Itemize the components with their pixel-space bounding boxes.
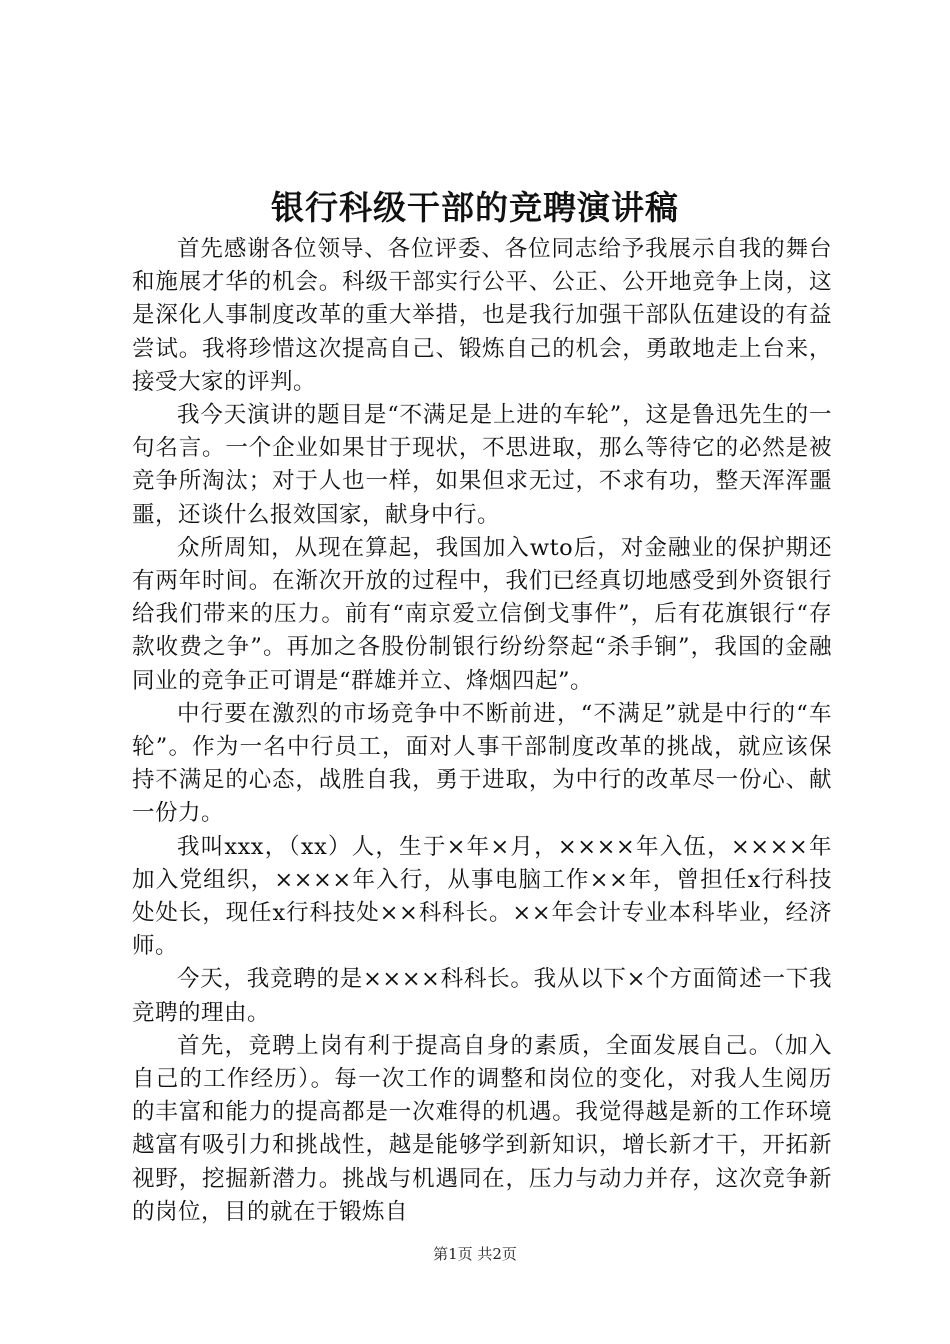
document-title: 银行科级干部的竞聘演讲稿: [271, 188, 679, 227]
document-body: [132, 233, 832, 1229]
paragraph-7: 首先，竞聘上岗有利于提高自身的素质，全面发展自己。（加入自己的工作经历）。每一次工作的调整和岗位的变化，对我人生阅历的丰富和能力的提高都是一次难得的机遇。我觉得越是新的工作环境越富有吸引力和挑战性，越是能够学到新知识，增长新才干，开拓新视野，挖掘新潜力。挑战与机遇同在，压力与动力并存，这次竞争新的岗位，目的就在于锻炼自: [132, 1032, 832, 1225]
paragraph-6: 今天，我竞聘的是××××科科长。我从以下×个方面简述一下我竞聘的理由。: [132, 966, 832, 1026]
paragraph-3: 众所周知，从现在算起，我国加入wto后，对金融业的保护期还有两年时间。在渐次开放的过程中，我们已经真切地感受到外资银行给我们带来的压力。前有“南京爱立信倒戈事件”，后有花旗银行“存款收费之争”。再加之各股份制银行纷纷祭起“杀手锏”，我国的金融同业的竞争正可谓是“群雄并立、烽烟四起”。: [132, 534, 832, 694]
paragraph-5: 我叫xxx，（xx）人，生于×年×月，××××年入伍，××××年加入党组织，××××年入行，从事电脑工作××年，曾担任x行科技处处长，现任x行科技处××科科长。××年会计专业本科毕业，经济师。: [132, 833, 832, 960]
paragraph-4: 中行要在激烈的市场竞争中不断前进，“不满足”就是中行的“车轮”。作为一名中行员工，面对人事干部制度改革的挑战，就应该保持不满足的心态，战胜自我，勇于进取，为中行的改革尽一份心、献一份力。: [132, 700, 832, 827]
page-number-footer: 第1页 共2页: [433, 1245, 517, 1263]
paragraph-2: 我今天演讲的题目是“不满足是上进的车轮”，这是鲁迅先生的一句名言。一个企业如果甘于现状，不思进取，那么等待它的必然是被竞争所淘汰；对于人也一样，如果但求无过，不求有功，整天浑浑噩噩，还谈什么报效国家，献身中行。: [132, 402, 832, 528]
paragraph-1: 首先感谢各位领导、各位评委、各位同志给予我展示自我的舞台和施展才华的机会。科级干部实行公平、公正、公开地竞争上岗，这是深化人事制度改革的重大举措，也是我行加强干部队伍建设的有益尝试。我将珍惜这次提高自己、锻炼自己的机会，勇敢地走上台来，接受大家的评判。: [132, 236, 832, 395]
